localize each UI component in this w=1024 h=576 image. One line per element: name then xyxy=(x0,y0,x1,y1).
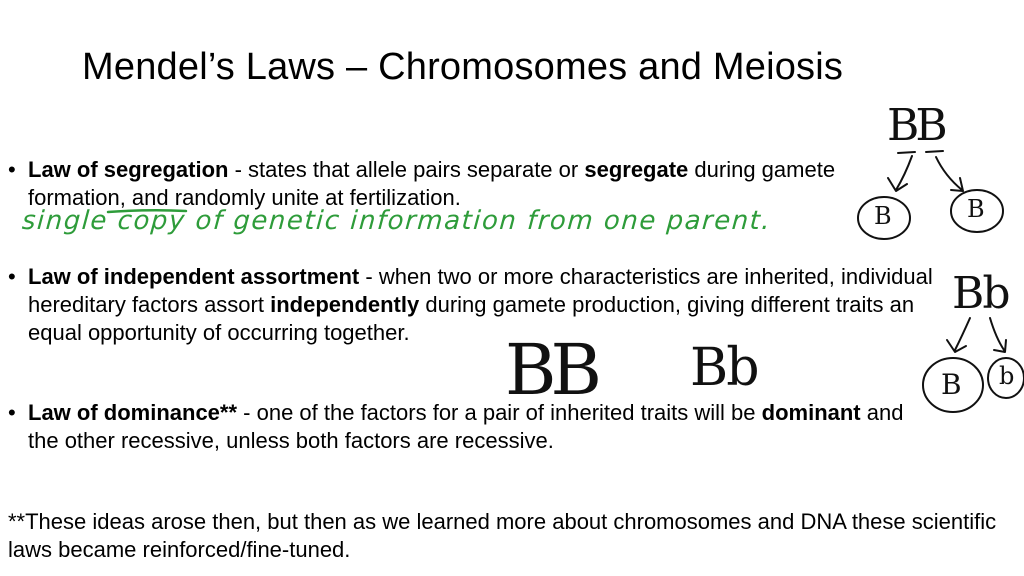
bullet-emphasis: dominant xyxy=(761,400,861,425)
bullet-marker: • xyxy=(8,264,16,289)
bullet-text: - when two or more characteristics are inherited, individual hereditary factors assort xyxy=(28,264,933,317)
bullet-term: Law of independent assortment xyxy=(28,264,360,289)
handwritten-mid-gamete-left: B xyxy=(941,368,962,401)
handwritten-top-gamete-right: B xyxy=(967,195,985,223)
dash-left xyxy=(898,152,915,153)
handwritten-middle-small: Bb xyxy=(690,338,758,398)
dash-right xyxy=(926,151,943,152)
arrow-right xyxy=(936,157,963,191)
arrow-right xyxy=(990,318,1006,352)
handwritten-mid-gamete-right: b xyxy=(999,362,1015,390)
bullet-emphasis: segregate xyxy=(584,157,689,182)
bullet-marker: • xyxy=(8,400,16,425)
bullet-text: - one of the factors for a pair of inherited traits will be xyxy=(237,400,762,425)
bullet-text: - states that allele pairs separate or xyxy=(228,157,585,182)
bullet-law-of-independent-assortment xyxy=(8,263,953,347)
bullet-law-of-segregation xyxy=(8,156,908,212)
handwritten-mid-parent: Bb xyxy=(952,268,1009,319)
bullet-term: Law of segregation xyxy=(28,157,229,182)
slide-title: Mendel’s Laws – Chromosomes and Meiosis xyxy=(82,46,844,88)
handwritten-green-note: single copy of genetic information from one parent. xyxy=(20,206,773,236)
bullet-text-end: during gamete formation, and randomly unite at fertilization. xyxy=(28,157,836,210)
bullet-text-end: and the other recessive, unless both factors are recessive. xyxy=(28,400,904,453)
bullet-marker: • xyxy=(8,157,16,182)
bullet-emphasis: independently xyxy=(270,292,420,317)
handwritten-top-parent: BB xyxy=(887,100,944,151)
bullet-law-of-dominance xyxy=(8,399,908,455)
handwritten-top-gamete-left: B xyxy=(874,202,892,230)
handwritten-middle-big: BB xyxy=(505,329,596,411)
bullet-text-end: during gamete production, giving different traits an equal opportunity of occurring together. xyxy=(28,292,915,345)
bullet-term: Law of dominance** xyxy=(28,400,238,425)
footnote: **These ideas arose then, but then as we learned more about chromosomes and DNA these scientific laws became reinforced/fine-tuned. xyxy=(8,509,997,562)
